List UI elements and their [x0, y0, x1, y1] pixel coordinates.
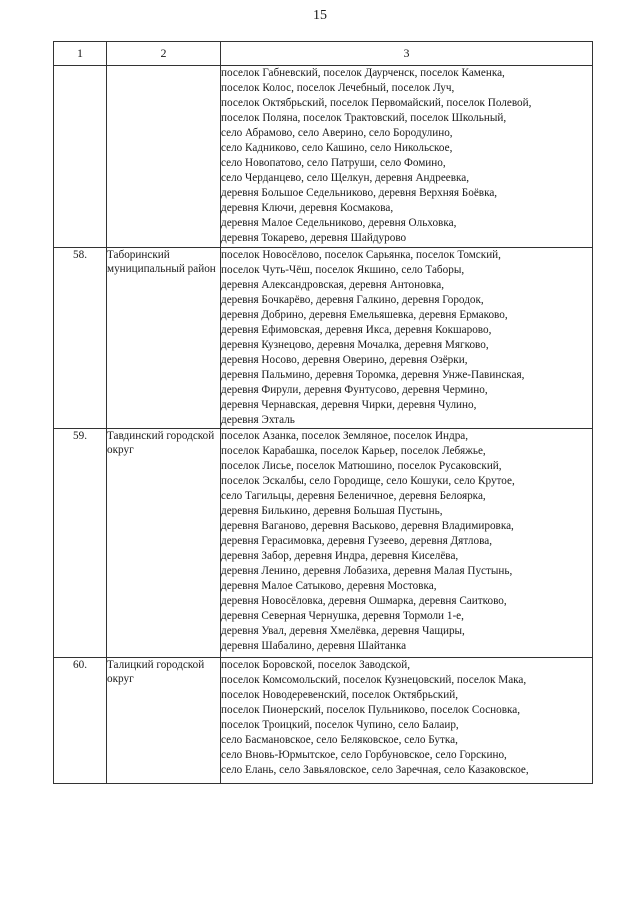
- settlement-line: село Кадниково, село Кашино, село Никольское,: [221, 142, 453, 154]
- settlement-list: [221, 66, 593, 248]
- settlement-line: село Вновь-Юрмытское, село Горбуновское, село Горскино,: [221, 749, 507, 761]
- settlement-line: поселок Пионерский, поселок Пульниково, поселок Сосновка,: [221, 704, 521, 716]
- settlement-list: [221, 429, 593, 658]
- table-header-row: [54, 42, 593, 66]
- settlement-list: [221, 248, 593, 429]
- table-row: [54, 429, 593, 658]
- row-number: [54, 66, 107, 248]
- settlement-line: деревня Кузнецово, деревня Мочалка, деревня Мягково,: [221, 339, 489, 351]
- settlement-line: деревня Большое Седельниково, деревня Верхняя Боёвка,: [221, 187, 498, 199]
- settlement-line: деревня Пальмино, деревня Торомка, деревня Унже-Павинская,: [221, 369, 525, 381]
- settlement-line: село Новопатово, село Патруши, село Фомино,: [221, 157, 446, 169]
- settlement-line: деревня Забор, деревня Индра, деревня Киселёва,: [221, 550, 459, 562]
- settlement-line: деревня Увал, деревня Хмелёвка, деревня Чащиры,: [221, 625, 465, 637]
- settlement-line: деревня Северная Чернушка, деревня Тормоли 1-е,: [221, 610, 464, 622]
- settlement-line: деревня Добрино, деревня Емельяшевка, деревня Ермаково,: [221, 309, 508, 321]
- settlement-line: поселок Комсомольский, поселок Кузнецовский, поселок Мака,: [221, 674, 527, 686]
- district-name: Талицкий городской округ: [107, 658, 221, 784]
- settlement-line: деревня Ключи, деревня Космакова,: [221, 202, 394, 214]
- settlement-line: деревня Ефимовская, деревня Икса, деревня Кокшарово,: [221, 324, 492, 336]
- settlement-line: деревня Носово, деревня Оверино, деревня Озёрки,: [221, 354, 468, 366]
- settlement-line: поселок Азанка, поселок Земляное, поселок Индра,: [221, 430, 469, 442]
- settlement-line: поселок Эскалбы, село Городище, село Кошуки, село Крутое,: [221, 475, 515, 487]
- settlement-line: деревня Новосёловка, деревня Ошмарка, деревня Саитково,: [221, 595, 507, 607]
- table-row: [54, 248, 593, 429]
- district-name: Таборинский муниципальный район: [107, 248, 221, 429]
- district-name: Тавдинский городской округ: [107, 429, 221, 658]
- settlement-line: поселок Карабашка, поселок Карьер, поселок Лебяжье,: [221, 445, 486, 457]
- settlement-line: поселок Троицкий, поселок Чупино, село Балаир,: [221, 719, 459, 731]
- table-row: [54, 66, 593, 248]
- row-number: 58.: [54, 248, 107, 429]
- settlement-line: село Басмановское, село Беляковское, село Бутка,: [221, 734, 458, 746]
- settlement-line: деревня Чернавская, деревня Чирки, деревня Чулино,: [221, 399, 477, 411]
- settlement-line: поселок Новодеревенский, поселок Октябрьский,: [221, 689, 458, 701]
- settlement-line: село Тагильцы, деревня Беленичное, деревня Белоярка,: [221, 490, 486, 502]
- district-name: [107, 66, 221, 248]
- row-number: 59.: [54, 429, 107, 658]
- settlements-table: [53, 41, 593, 784]
- settlement-line: поселок Чуть-Чёш, поселок Якшино, село Таборы,: [221, 264, 465, 276]
- settlement-line: поселок Поляна, поселок Трактовский, поселок Школьный,: [221, 112, 507, 124]
- settlement-line: деревня Александровская, деревня Антоновка,: [221, 279, 445, 291]
- settlement-line: поселок Боровской, поселок Заводской,: [221, 659, 411, 671]
- settlement-line: деревня Малое Сатыково, деревня Мостовка,: [221, 580, 437, 592]
- row-number: 60.: [54, 658, 107, 784]
- settlement-line: деревня Шабалино, деревня Шайтанка: [221, 640, 407, 652]
- settlement-line: деревня Ваганово, деревня Васьково, деревня Владимировка,: [221, 520, 514, 532]
- settlement-line: поселок Колос, поселок Лечебный, поселок Луч,: [221, 82, 455, 94]
- header-col-3: 3: [221, 42, 593, 66]
- settlement-line: поселок Лисье, поселок Матюшино, поселок Русаковский,: [221, 460, 502, 472]
- header-col-1: 1: [54, 42, 107, 66]
- settlement-line: село Абрамово, село Аверино, село Бородулино,: [221, 127, 453, 139]
- settlement-line: село Елань, село Завьяловское, село Заречная, село Казаковское,: [221, 764, 529, 776]
- table-row: [54, 658, 593, 784]
- settlement-line: поселок Октябрьский, поселок Первомайский, поселок Полевой,: [221, 97, 532, 109]
- settlement-line: деревня Эхталь: [221, 414, 295, 426]
- settlement-line: деревня Фирули, деревня Фунтусово, деревня Чермино,: [221, 384, 488, 396]
- settlement-list: [221, 658, 593, 784]
- settlement-line: деревня Токарево, деревня Шайдурово: [221, 232, 407, 244]
- settlement-line: село Черданцево, село Щелкун, деревня Андреевка,: [221, 172, 470, 184]
- settlement-line: деревня Бочкарёво, деревня Галкино, деревня Городок,: [221, 294, 484, 306]
- page-number: 15: [313, 8, 327, 23]
- header-col-2: 2: [107, 42, 221, 66]
- settlement-line: деревня Ленино, деревня Лобазиха, деревня Малая Пустынь,: [221, 565, 513, 577]
- settlement-line: деревня Герасимовка, деревня Гузеево, деревня Дятлова,: [221, 535, 492, 547]
- settlement-line: деревня Билькино, деревня Большая Пустынь,: [221, 505, 443, 517]
- settlement-line: деревня Малое Седельниково, деревня Ольховка,: [221, 217, 457, 229]
- settlement-line: поселок Габневский, поселок Даурченск, поселок Каменка,: [221, 67, 505, 79]
- settlement-line: поселок Новосёлово, поселок Сарьянка, поселок Томский,: [221, 249, 501, 261]
